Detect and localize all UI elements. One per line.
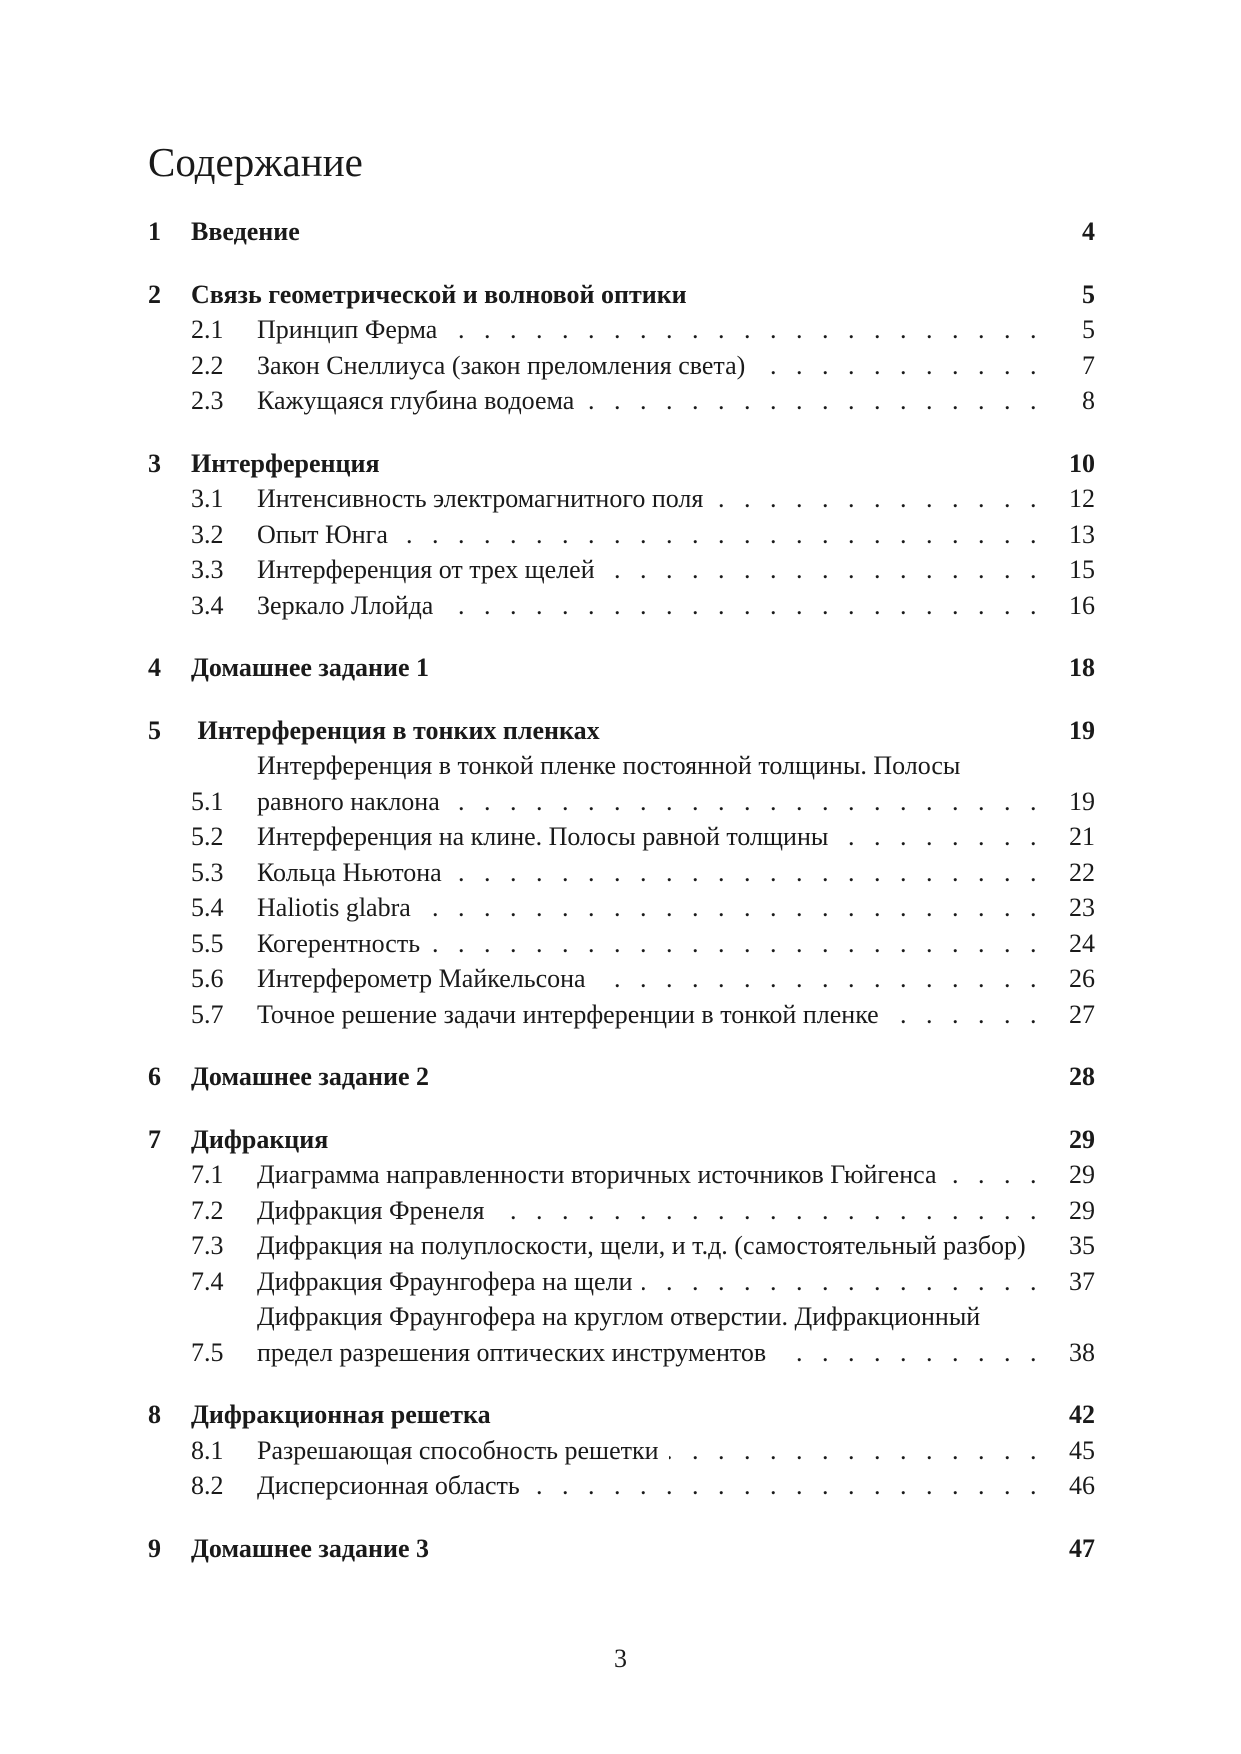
subsection-number: 2.3 xyxy=(191,386,224,415)
subsection-page: 19 xyxy=(1069,786,1095,816)
section-page: 28 xyxy=(1069,1062,1095,1091)
toc-section[interactable] xyxy=(148,446,1095,482)
dot-leader xyxy=(257,481,1051,517)
subsection-title: Зеркало Ллойда xyxy=(257,591,443,620)
subsection-title: Точное решение задачи интерференции в тонкой пленке xyxy=(257,1000,889,1029)
subsection-page: 29 xyxy=(1069,1195,1095,1225)
section-page: 10 xyxy=(1069,448,1095,478)
subsection-title: Закон Снеллиуса (закон преломления света) xyxy=(257,351,755,380)
subsection-title: Интерференция в тонкой пленке постоянной толщины. Полосы равного наклона xyxy=(257,751,961,816)
dot-leader xyxy=(257,855,1051,891)
dot-leader xyxy=(257,1299,1051,1370)
dot-leader xyxy=(257,1228,1051,1264)
subsection-title: Интерферометр Майкельсона xyxy=(257,964,596,993)
section-title: Дифракционная решетка xyxy=(191,1400,491,1429)
subsection-page: 16 xyxy=(1069,590,1095,620)
dot-leader xyxy=(257,748,1051,819)
section-title: Интерференция в тонких пленках xyxy=(191,715,600,745)
toc-section[interactable] xyxy=(148,277,1095,313)
section-page: 18 xyxy=(1069,653,1095,682)
subsection-page: 13 xyxy=(1069,519,1095,549)
section-page: 4 xyxy=(1082,217,1095,246)
subsection-page: 37 xyxy=(1069,1266,1095,1296)
section-title: Связь геометрической и волновой оптики xyxy=(191,279,687,309)
section-title: Интерференция xyxy=(191,448,380,478)
toc-subsection[interactable] xyxy=(148,1157,1095,1193)
dot-leader xyxy=(257,1193,1051,1229)
toc-section[interactable] xyxy=(148,1531,1095,1567)
section-page: 19 xyxy=(1069,715,1095,745)
toc-subsection[interactable] xyxy=(148,961,1095,997)
section-number: 1 xyxy=(148,217,161,246)
subsection-title: Интерференция от трех щелей xyxy=(257,555,605,584)
toc-subsection[interactable] xyxy=(148,1433,1095,1469)
dot-leader xyxy=(257,312,1051,348)
toc-subsection[interactable] xyxy=(148,1228,1095,1264)
subsection-title: Интенсивность электромагнитного поля xyxy=(257,484,713,513)
toc-subsection[interactable] xyxy=(148,348,1095,384)
toc-subsection[interactable] xyxy=(148,890,1095,926)
subsection-page: 26 xyxy=(1069,964,1095,993)
page-title: Содержание xyxy=(148,139,363,185)
dot-leader xyxy=(257,997,1051,1033)
subsection-page: 35 xyxy=(1069,1231,1095,1260)
table-of-contents xyxy=(148,214,1095,1566)
subsection-number: 3.1 xyxy=(191,484,224,513)
toc-subsection[interactable] xyxy=(148,383,1095,419)
subsection-number: 5.3 xyxy=(191,857,224,887)
section-number: 9 xyxy=(148,1533,161,1563)
subsection-title: Интерференция на клине. Полосы равной толщины xyxy=(257,822,838,851)
dot-leader xyxy=(257,1264,1051,1300)
toc-section[interactable] xyxy=(148,650,1095,686)
section-number: 4 xyxy=(148,653,161,682)
dot-leader xyxy=(257,517,1051,553)
subsection-title: Диаграмма направленности вторичных источников Гюйгенса xyxy=(257,1160,947,1189)
subsection-page: 8 xyxy=(1082,386,1095,415)
subsection-page: 22 xyxy=(1069,857,1095,887)
toc-subsection[interactable] xyxy=(148,552,1095,588)
subsection-number: 5.2 xyxy=(191,822,224,851)
subsection-page: 29 xyxy=(1069,1160,1095,1189)
subsection-page: 27 xyxy=(1069,999,1095,1029)
dot-leader xyxy=(257,1468,1051,1504)
subsection-title: Разрешающая способность решетки xyxy=(257,1436,669,1465)
toc-subsection[interactable] xyxy=(148,1299,1095,1370)
subsection-title: Дисперсионная область xyxy=(257,1471,530,1500)
subsection-number: 5.7 xyxy=(191,999,224,1029)
subsection-number: 2.2 xyxy=(191,350,224,380)
dot-leader xyxy=(257,348,1051,384)
subsection-number: 5.5 xyxy=(191,928,224,958)
subsection-page: 24 xyxy=(1069,928,1095,958)
dot-leader xyxy=(257,1157,1051,1193)
toc-subsection[interactable] xyxy=(148,997,1095,1033)
section-number: 7 xyxy=(148,1124,161,1154)
dot-leader xyxy=(257,926,1051,962)
subsection-number: 3.2 xyxy=(191,519,224,549)
toc-subsection[interactable] xyxy=(148,1468,1095,1504)
toc-section[interactable] xyxy=(148,713,1095,749)
subsection-page: 15 xyxy=(1069,555,1095,584)
subsection-number: 8.2 xyxy=(191,1471,224,1500)
subsection-number: 5.4 xyxy=(191,893,224,922)
section-title: Дифракция xyxy=(191,1124,329,1154)
section-title: Домашнее задание 3 xyxy=(191,1533,430,1563)
section-page: 47 xyxy=(1069,1533,1095,1563)
dot-leader xyxy=(257,819,1051,855)
subsection-number: 3.4 xyxy=(191,590,224,620)
subsection-title: Опыт Юнга xyxy=(257,520,398,549)
subsection-page: 12 xyxy=(1069,484,1095,513)
subsection-title: Кольца Ньютона xyxy=(257,858,452,887)
section-page: 29 xyxy=(1069,1124,1095,1154)
page-number: 3 xyxy=(614,1644,627,1673)
toc-subsection[interactable] xyxy=(148,312,1095,348)
dot-leader xyxy=(257,552,1051,588)
section-title: Введение xyxy=(191,217,300,246)
dot-leader xyxy=(257,890,1051,926)
subsection-page: 23 xyxy=(1069,893,1095,922)
section-number: 6 xyxy=(148,1062,161,1091)
subsection-title: Дифракция на полуплоскости, щели, и т.д. (самостоятельный разбор) xyxy=(257,1231,1036,1260)
toc-subsection[interactable] xyxy=(148,588,1095,624)
section-number: 5 xyxy=(148,715,161,745)
subsection-number: 8.1 xyxy=(191,1435,224,1465)
subsection-number: 2.1 xyxy=(191,315,224,344)
toc-subsection[interactable] xyxy=(148,926,1095,962)
toc-subsection[interactable] xyxy=(148,819,1095,855)
subsection-page: 45 xyxy=(1069,1435,1095,1465)
toc-subsection[interactable] xyxy=(148,517,1095,553)
toc-subsection[interactable] xyxy=(148,855,1095,891)
subsection-number: 5.1 xyxy=(191,786,224,816)
toc-subsection[interactable] xyxy=(148,1193,1095,1229)
toc-subsection[interactable] xyxy=(148,481,1095,517)
subsection-page: 7 xyxy=(1082,350,1095,380)
subsection-number: 7.2 xyxy=(191,1195,224,1225)
toc-section[interactable] xyxy=(148,1059,1095,1095)
subsection-page: 21 xyxy=(1069,822,1095,851)
subsection-page: 38 xyxy=(1069,1337,1095,1367)
toc-subsection[interactable] xyxy=(148,1264,1095,1300)
section-number: 3 xyxy=(148,448,161,478)
subsection-title: Когерентность xyxy=(257,929,430,958)
toc-section[interactable] xyxy=(148,1397,1095,1433)
section-title: Домашнее задание 2 xyxy=(191,1062,430,1091)
subsection-title: Принцип Ферма xyxy=(257,315,447,344)
section-number: 8 xyxy=(148,1400,161,1429)
toc-subsection[interactable] xyxy=(148,748,1095,819)
dot-leader xyxy=(257,383,1051,419)
subsection-title: Haliotis glabra xyxy=(257,893,421,922)
toc-section[interactable] xyxy=(148,214,1095,250)
dot-leader xyxy=(257,1433,1051,1469)
section-page: 42 xyxy=(1069,1400,1095,1429)
section-page: 5 xyxy=(1082,279,1095,309)
subsection-title: Кажущаяся глубина водоема xyxy=(257,386,584,415)
subsection-number: 7.4 xyxy=(191,1266,224,1296)
subsection-title: Дифракция Фраунгофера на круглом отверстии. Дифракционный предел разрешения оптических инструментов xyxy=(257,1302,981,1367)
section-number: 2 xyxy=(148,279,161,309)
dot-leader xyxy=(257,961,1051,997)
subsection-number: 7.3 xyxy=(191,1231,224,1260)
subsection-number: 5.6 xyxy=(191,964,224,993)
subsection-page: 46 xyxy=(1069,1471,1095,1500)
subsection-title: Дифракция Френеля xyxy=(257,1196,494,1225)
subsection-title: Дифракция Фраунгофера на щели xyxy=(257,1267,642,1296)
section-title: Домашнее задание 1 xyxy=(191,653,430,682)
dot-leader xyxy=(257,588,1051,624)
subsection-page: 5 xyxy=(1082,315,1095,344)
subsection-number: 7.1 xyxy=(191,1160,224,1189)
subsection-number: 7.5 xyxy=(191,1337,224,1367)
subsection-number: 3.3 xyxy=(191,555,224,584)
toc-section[interactable] xyxy=(148,1122,1095,1158)
